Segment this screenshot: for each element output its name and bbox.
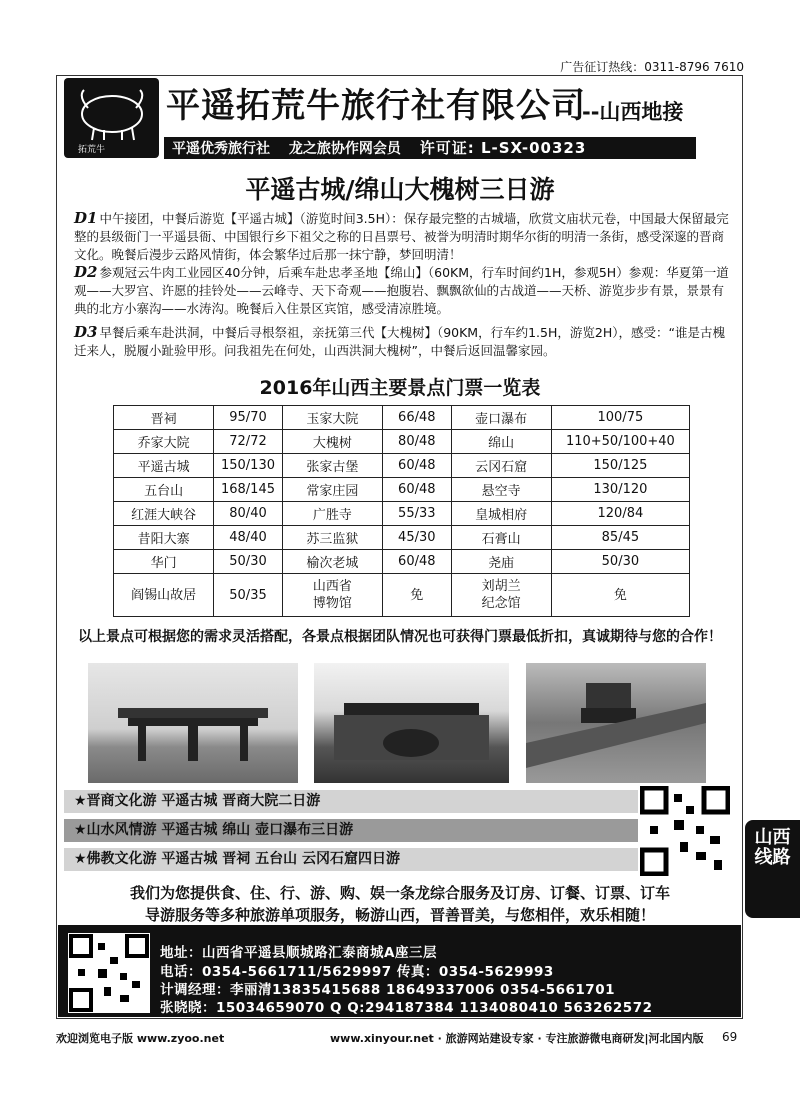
qr-pattern bbox=[68, 933, 150, 1013]
ticket-table bbox=[113, 405, 690, 617]
day-2 bbox=[74, 263, 730, 318]
contact-phone: 电话：0354-5661711/5629997 传真：0354-5629993 bbox=[160, 964, 554, 980]
table-cell: 平遥古城 bbox=[114, 454, 214, 478]
table-row bbox=[114, 526, 690, 550]
table-cell: 昔阳大寨 bbox=[114, 526, 214, 550]
table-cell: 石膏山 bbox=[451, 526, 551, 550]
day-1 bbox=[74, 209, 730, 264]
day-label: D1 bbox=[74, 209, 98, 227]
table-cell: 110+50/100+40 bbox=[551, 430, 689, 454]
table-cell bbox=[282, 574, 382, 617]
cell-line: 纪念馆 bbox=[481, 596, 521, 611]
page-number: 69 bbox=[722, 1030, 738, 1044]
gate-photo bbox=[314, 663, 509, 783]
notice-text: 以上景点可根据您的需求灵活搭配，各景点根据团队情况也可获得门票最低折扣，真诚期待与您的合作！ bbox=[78, 629, 722, 645]
table-cell: 72/72 bbox=[214, 430, 283, 454]
day-label: D2 bbox=[74, 263, 98, 281]
table-cell: 榆次老城 bbox=[282, 550, 382, 574]
table-cell: 120/84 bbox=[551, 502, 689, 526]
table-cell: 50/30 bbox=[551, 550, 689, 574]
table-cell: 悬空寺 bbox=[451, 478, 551, 502]
contact-manager: 计调经理：李丽清13835415688 18649337006 0354-5661701 bbox=[160, 982, 615, 998]
table-cell: 乔家大院 bbox=[114, 430, 214, 454]
day-text: 中午接团，中餐后游览【平遥古城】（游览时间3.5H）：保存最完整的古城墙，欣赏文庙状元卷，中国最大保留最完整的县级衙门一平遥县衙、中国银行乡下祖父之称的日昌票号、被誉为明清时期华尔街的明清一条街，感受深邃的晋商文化。晚餐后漫步云路风情街，体会繁华过后那一抹宁静，梦回明清！ bbox=[74, 211, 729, 262]
table-row bbox=[114, 502, 690, 526]
table-cell: 95/70 bbox=[214, 406, 283, 430]
table-cell: 100/75 bbox=[551, 406, 689, 430]
cell-line: 山西省 bbox=[312, 579, 352, 594]
table-cell: 华门 bbox=[114, 550, 214, 574]
table-cell: 60/48 bbox=[383, 478, 452, 502]
ancient-city-photo bbox=[526, 663, 706, 783]
route-item: ★山水风情游 平遥古城 绵山 壶口瀑布三日游 bbox=[64, 819, 638, 842]
table-cell: 云冈石窟 bbox=[451, 454, 551, 478]
company-name: 平遥拓荒牛旅行社有限公司 bbox=[166, 86, 586, 126]
table-cell: 张家古堡 bbox=[282, 454, 382, 478]
table-cell: 50/35 bbox=[214, 574, 283, 617]
footer-slogan: www.xinyour.net · 旅游网站建设专家 · 专注旅游微电商研发|河北国内版 bbox=[330, 1032, 704, 1045]
table-cell: 50/30 bbox=[214, 550, 283, 574]
archway-illustration bbox=[88, 663, 298, 783]
section-tab bbox=[745, 820, 800, 918]
cell-line: 博物馆 bbox=[312, 596, 352, 611]
table-cell: 免 bbox=[551, 574, 689, 617]
contact-person: 张晓晓：15034659070 Q Q:294187384 1134080410 563262572 bbox=[160, 1000, 653, 1016]
table-row bbox=[114, 550, 690, 574]
section-tab-line: 山西 bbox=[754, 827, 791, 848]
table-cell: 常家庄园 bbox=[282, 478, 382, 502]
table-cell: 晋祠 bbox=[114, 406, 214, 430]
city-wall-illustration bbox=[526, 663, 706, 783]
footer-link[interactable]: 欢迎浏览电子版 www.zyoo.net bbox=[56, 1032, 225, 1045]
qr-code-icon bbox=[640, 786, 730, 876]
table-cell: 168/145 bbox=[214, 478, 283, 502]
route-item: ★晋商文化游 平遥古城 晋商大院二日游 bbox=[64, 790, 638, 813]
qr-code-icon bbox=[68, 933, 150, 1013]
table-cell: 45/30 bbox=[383, 526, 452, 550]
table-cell: 广胜寺 bbox=[282, 502, 382, 526]
route-item: ★佛教文化游 平遥古城 晋祠 五台山 云冈石窟四日游 bbox=[64, 848, 638, 871]
ad-hotline: 广告征订热线：0311-8796 7610 bbox=[560, 60, 744, 74]
table-cell: 免 bbox=[383, 574, 452, 617]
table-cell: 85/45 bbox=[551, 526, 689, 550]
table-cell: 80/48 bbox=[383, 430, 452, 454]
table-cell: 66/48 bbox=[383, 406, 452, 430]
table-cell: 壶口瀑布 bbox=[451, 406, 551, 430]
table-cell: 60/48 bbox=[383, 454, 452, 478]
table-cell: 尧庙 bbox=[451, 550, 551, 574]
day-3 bbox=[74, 323, 730, 360]
table-row bbox=[114, 478, 690, 502]
table-row bbox=[114, 574, 690, 617]
services-text bbox=[60, 882, 740, 926]
table-cell: 48/40 bbox=[214, 526, 283, 550]
license-number: 许可证: L-SX-00323 bbox=[419, 139, 587, 157]
qr-pattern bbox=[640, 786, 730, 876]
member-bar bbox=[164, 137, 696, 159]
table-cell: 55/33 bbox=[383, 502, 452, 526]
table-row bbox=[114, 406, 690, 430]
logo-label: 拓荒牛 bbox=[78, 145, 106, 155]
table-cell: 60/48 bbox=[383, 550, 452, 574]
tour-title: 平遥古城/绵山大槐树三日游 bbox=[245, 175, 555, 204]
ticket-table-title: 2016年山西主要景点门票一览表 bbox=[259, 377, 541, 399]
table-cell: 五台山 bbox=[114, 478, 214, 502]
day-text: 参观冠云牛肉工业园区40分钟，后乘车赴忠孝圣地【绵山】（60KM，行车时间约1H，参观5H）参观：华夏第一道观——大罗宫、许愿的挂铃处——云峰寺、天下奇观——抱腹岩、飘飘欲仙的古战道——天桥、游览步步有景，景景有典的北方小寨沟——水涛沟。晚餐后入住景区宾馆，感受清凉胜境。 bbox=[74, 265, 729, 316]
table-row bbox=[114, 454, 690, 478]
table-cell: 大槐树 bbox=[282, 430, 382, 454]
gate-illustration bbox=[314, 663, 509, 783]
table-cell: 玉家大院 bbox=[282, 406, 382, 430]
day-text: 早餐后乘车赴洪洞，中餐后寻根祭祖，亲抚第三代【大槐树】（90KM，行车约1.5H，游览2H），感受：“谁是古槐迁来人，脱履小趾验甲形。问我祖先在何处，山西洪洞大槐树”，中餐后返回温馨家园。 bbox=[74, 325, 725, 358]
member-title: 平遥优秀旅行社 bbox=[172, 141, 270, 157]
day-label: D3 bbox=[74, 323, 98, 341]
table-cell: 绵山 bbox=[451, 430, 551, 454]
table-cell: 130/120 bbox=[551, 478, 689, 502]
archway-photo bbox=[88, 663, 298, 783]
cell-line: 刘胡兰 bbox=[481, 579, 521, 594]
contact-address: 地址：山西省平遥县顺城路汇泰商城A座三层 bbox=[160, 945, 437, 961]
table-cell: 阎锡山故居 bbox=[114, 574, 214, 617]
table-row bbox=[114, 430, 690, 454]
table-cell: 红涯大峡谷 bbox=[114, 502, 214, 526]
table-cell: 皇城相府 bbox=[451, 502, 551, 526]
table-cell: 苏三监狱 bbox=[282, 526, 382, 550]
services-line: 导游服务等多种旅游单项服务，畅游山西，晋善晋美，与您相伴，欢乐相随！ bbox=[144, 906, 655, 924]
table-cell: 150/125 bbox=[551, 454, 689, 478]
table-cell: 80/40 bbox=[214, 502, 283, 526]
member-network: 龙之旅协作网会员 bbox=[288, 141, 401, 157]
table-cell bbox=[451, 574, 551, 617]
section-tab-line: 线路 bbox=[754, 847, 791, 868]
company-suffix: --山西地接 bbox=[582, 100, 684, 124]
table-cell: 150/130 bbox=[214, 454, 283, 478]
services-line: 我们为您提供食、住、行、游、购、娱一条龙综合服务及订房、订餐、订票、订车 bbox=[129, 884, 670, 902]
